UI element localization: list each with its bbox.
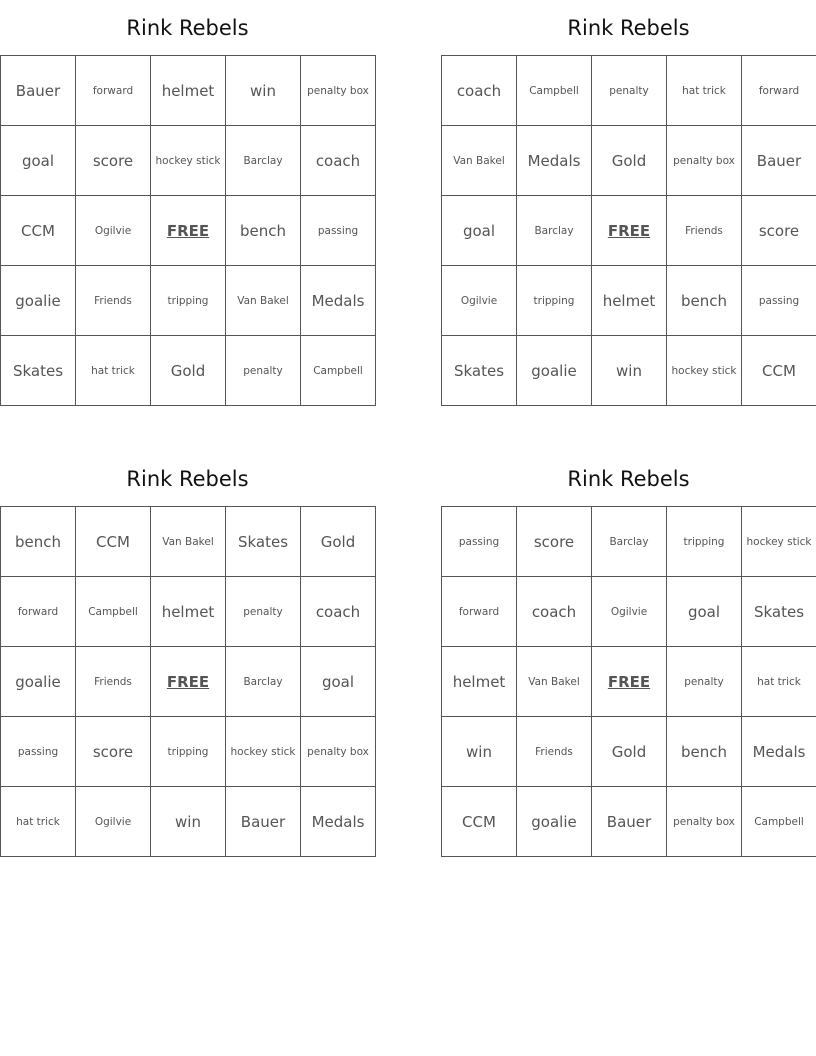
bingo-cell: penalty box [667,126,742,196]
bingo-cell: CCM [442,787,517,857]
bingo-cell: win [226,56,301,126]
bingo-card [441,451,816,857]
bingo-cell: Campbell [301,336,376,406]
grid-row [442,577,816,647]
bingo-cell: Skates [742,577,816,647]
bingo-cell: win [151,787,226,857]
bingo-cell: Van Bakel [442,126,517,196]
grid-row [442,266,816,336]
bingo-cell: bench [1,507,76,577]
bingo-cell: Campbell [517,56,592,126]
grid-row [442,56,816,126]
bingo-cell: goal [301,647,376,717]
card-title: Rink Rebels [567,16,690,40]
grid-row [1,647,376,717]
bingo-cell: Gold [592,126,667,196]
bingo-cell: forward [742,56,816,126]
bingo-cell: Campbell [76,577,151,647]
bingo-cell: hockey stick [151,126,226,196]
bingo-cell: Campbell [742,787,816,857]
free-space-cell: FREE [592,196,667,266]
card-title: Rink Rebels [126,467,249,491]
bingo-cell: Friends [76,647,151,717]
bingo-cell: Ogilvie [76,787,151,857]
bingo-cell: coach [301,577,376,647]
grid-row [1,507,376,577]
bingo-cell: Van Bakel [517,647,592,717]
bingo-cell: Medals [517,126,592,196]
bingo-cell: Skates [226,507,301,577]
bingo-cell: Medals [301,787,376,857]
grid-row [442,507,816,577]
bingo-cell: passing [301,196,376,266]
bingo-cell: tripping [667,507,742,577]
bingo-grid [0,506,376,857]
bingo-cell: goal [442,196,517,266]
grid-row [442,196,816,266]
bingo-cell: goalie [517,787,592,857]
bingo-cell: passing [442,507,517,577]
bingo-cell: Bauer [1,56,76,126]
free-space-cell: FREE [151,647,226,717]
grid-row [442,126,816,196]
bingo-cell: Bauer [742,126,816,196]
bingo-cell: penalty box [301,717,376,787]
bingo-grid [441,506,816,857]
bingo-cell: penalty [226,577,301,647]
bingo-cell: Medals [742,717,816,787]
bingo-cell: passing [742,266,816,336]
bingo-cell: hockey stick [226,717,301,787]
grid-row [442,717,816,787]
bingo-cell: penalty [667,647,742,717]
grid-row [1,577,376,647]
bingo-grid [441,55,816,406]
bingo-cell: Van Bakel [226,266,301,336]
bingo-cell: hockey stick [742,507,816,577]
bingo-cell: forward [76,56,151,126]
bingo-cell: Barclay [517,196,592,266]
bingo-cell: coach [301,126,376,196]
bingo-cell: score [76,717,151,787]
bingo-cell: win [592,336,667,406]
bingo-cell: bench [667,266,742,336]
card-title: Rink Rebels [567,467,690,491]
grid-row [1,787,376,857]
bingo-cell: Ogilvie [76,196,151,266]
bingo-cell: Gold [151,336,226,406]
bingo-cell: Skates [442,336,517,406]
grid-row [1,56,376,126]
bingo-cell: score [742,196,816,266]
bingo-cell: Ogilvie [592,577,667,647]
bingo-cell: forward [442,577,517,647]
bingo-cell: penalty [226,336,301,406]
bingo-cell: Friends [76,266,151,336]
bingo-cell: penalty [592,56,667,126]
bingo-cell: passing [1,717,76,787]
bingo-cell: CCM [76,507,151,577]
card-title: Rink Rebels [126,16,249,40]
grid-row [1,126,376,196]
bingo-cell: helmet [442,647,517,717]
bingo-cell: hockey stick [667,336,742,406]
bingo-cell: coach [442,56,517,126]
bingo-cell: goal [667,577,742,647]
grid-row [442,787,816,857]
bingo-cell: Friends [517,717,592,787]
grid-row [442,336,816,406]
bingo-card [0,451,375,857]
bingo-cell: forward [1,577,76,647]
free-space-cell: FREE [592,647,667,717]
bingo-cell: Ogilvie [442,266,517,336]
bingo-cell: hat trick [76,336,151,406]
grid-row [442,647,816,717]
bingo-card [0,0,375,406]
bingo-cell: coach [517,577,592,647]
bingo-cell: score [517,507,592,577]
bingo-cell: tripping [517,266,592,336]
grid-row [1,717,376,787]
bingo-cell: Skates [1,336,76,406]
bingo-cell: Barclay [226,647,301,717]
bingo-cell: helmet [151,577,226,647]
bingo-cell: helmet [592,266,667,336]
bingo-cell: goalie [517,336,592,406]
bingo-cell: Barclay [226,126,301,196]
bingo-cell: tripping [151,266,226,336]
grid-row [1,196,376,266]
bingo-cell: bench [226,196,301,266]
bingo-cell: penalty box [667,787,742,857]
bingo-cell: Van Bakel [151,507,226,577]
bingo-cell: goalie [1,647,76,717]
bingo-cell: goalie [1,266,76,336]
bingo-cell: CCM [1,196,76,266]
bingo-cell: goal [1,126,76,196]
bingo-cell: hat trick [1,787,76,857]
bingo-cell: Barclay [592,507,667,577]
grid-row [1,266,376,336]
bingo-cell: Gold [592,717,667,787]
bingo-cell: Gold [301,507,376,577]
bingo-cell: Bauer [226,787,301,857]
bingo-cell: Friends [667,196,742,266]
bingo-cell: Bauer [592,787,667,857]
bingo-cell: bench [667,717,742,787]
bingo-card [441,0,816,406]
bingo-cell: CCM [742,336,816,406]
bingo-cell: tripping [151,717,226,787]
bingo-cell: helmet [151,56,226,126]
bingo-grid [0,55,376,406]
bingo-cell: penalty box [301,56,376,126]
bingo-cell: hat trick [667,56,742,126]
bingo-cell: Medals [301,266,376,336]
bingo-cell: hat trick [742,647,816,717]
bingo-cell: score [76,126,151,196]
free-space-cell: FREE [151,196,226,266]
grid-row [1,336,376,406]
bingo-cell: win [442,717,517,787]
